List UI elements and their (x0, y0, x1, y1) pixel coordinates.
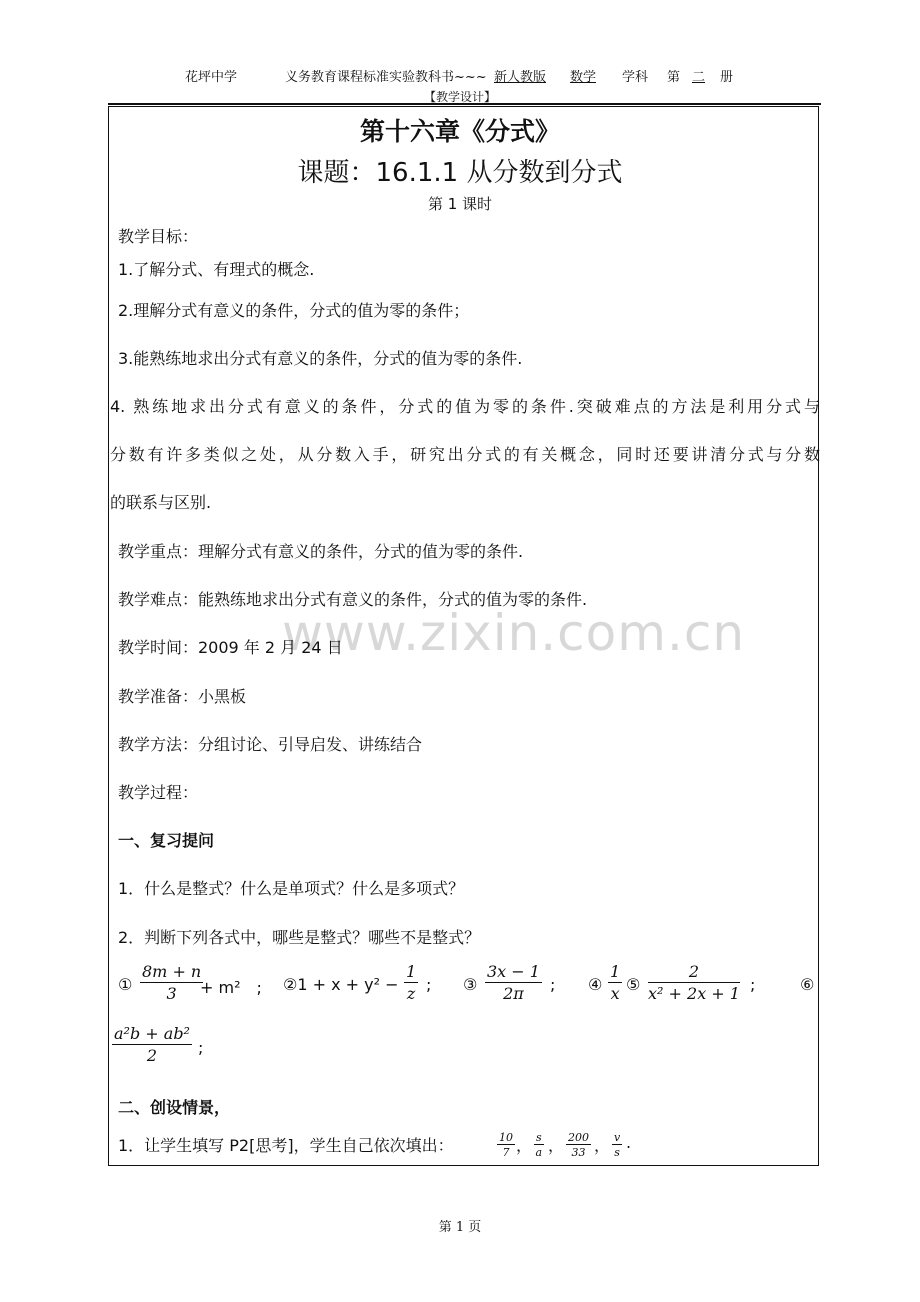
expr-5-denominator: x² + 2x + 1 (648, 984, 740, 1003)
section-heading-scenario: 二、创设情景， (118, 1098, 231, 1117)
volume-suffix: 册 (720, 70, 734, 85)
answer-fraction (497, 1131, 515, 1159)
expr-1-numerator: 8m + n (142, 962, 202, 981)
question-2: 2．判断下列各式中，哪些是整式？哪些不是整式？ (118, 928, 481, 947)
fraction-numerator: 200 (568, 1131, 589, 1144)
expr-6-tail: ; (198, 1038, 204, 1057)
expr-2-numerator: 1 (406, 962, 417, 981)
answer-fraction (534, 1131, 544, 1159)
expr-4-marker: ④ (588, 975, 603, 994)
question-1: 1．什么是整式？什么是单项式？什么是多项式？ (118, 879, 465, 898)
expr-6-marker: ⑥ (800, 975, 815, 994)
process-label: 教学过程： (118, 783, 199, 802)
goal-item: 的联系与区别. (110, 493, 212, 512)
expr-3-fraction (485, 962, 542, 1003)
fraction-numerator: s (536, 1131, 542, 1144)
expr-2-denominator: z (406, 984, 416, 1003)
expr-3-denominator: 2π (503, 984, 524, 1003)
goal-item: 1.了解分式、有理式的概念. (118, 260, 315, 279)
chapter-title: 第十六章《分式》 (359, 117, 560, 146)
header-rule (108, 103, 821, 105)
preparation: 教学准备：小黑板 (118, 687, 247, 706)
separator: ， (594, 1136, 611, 1155)
fraction-denominator: 7 (502, 1146, 510, 1159)
volume-prefix: 第 (667, 70, 681, 85)
expr-6-denominator: 2 (146, 1046, 158, 1065)
lesson-period: 第 1 课时 (427, 195, 493, 213)
expr-3-numerator: 3x − 1 (487, 962, 540, 981)
expr-4-numerator: 1 (610, 962, 621, 981)
separator: ， (548, 1136, 565, 1155)
expr-3-marker: ③ (463, 975, 478, 994)
expr-1-tail: + m² ; (200, 978, 262, 997)
scenario-line-1: 1．让学生填写 P2[思考]，学生自己依次填出： (118, 1136, 454, 1155)
fraction-denominator: 33 (571, 1146, 586, 1159)
expr-1-marker: ① (118, 975, 133, 994)
expr-4-denominator: x (610, 984, 620, 1003)
lesson-topic: 课题：16.1.1 从分数到分式 (297, 158, 623, 188)
expr-1-fraction (140, 962, 203, 1003)
page-header (0, 66, 920, 84)
subject: 数学 (570, 70, 597, 85)
fraction-denominator: a (535, 1146, 543, 1159)
goal-item: 2.理解分式有意义的条件，分式的值为零的条件； (118, 301, 470, 320)
expr-2-fraction (404, 962, 418, 1003)
goal-item: 4. 熟练地求出分式有意义的条件，分式的值为零的条件.突破难点的方法是利用分式与 (110, 397, 820, 416)
expr-2-tail: ; (426, 975, 432, 994)
key-point: 教学重点：理解分式有意义的条件，分式的值为零的条件. (118, 542, 524, 561)
expr-3-tail: ; (550, 975, 556, 994)
answer-fraction (566, 1131, 591, 1159)
expr-1-denominator: 3 (166, 984, 177, 1003)
school-name: 花坪中学 (185, 70, 238, 85)
fraction-denominator: s (614, 1146, 620, 1159)
goals-label: 教学目标： (118, 227, 199, 246)
teaching-method: 教学方法：分组讨论、引导启发、讲练结合 (118, 735, 423, 754)
expr-4-fraction (608, 962, 622, 1003)
page-footer: 第 1 页 (438, 1220, 482, 1235)
edition: 新人教版 (494, 70, 547, 85)
expr-6-fraction (112, 1024, 192, 1065)
section-heading-review: 一、复习提问 (118, 831, 215, 850)
expr-5-marker: ⑤ (626, 975, 641, 994)
expr-5-fraction (648, 962, 740, 1003)
subject-suffix: 学科 (622, 70, 649, 85)
fraction-numerator: v (614, 1131, 621, 1144)
expr-2-lead: ②1 + x + y² − (283, 975, 399, 994)
fraction-numerator: 10 (499, 1131, 513, 1144)
volume: 二 (692, 70, 706, 85)
header-subtitle: 【教学设计】 (423, 90, 496, 104)
difficulty: 教学难点：能熟练地求出分式有意义的条件，分式的值为零的条件. (118, 590, 588, 609)
expr-5-tail: ; (750, 975, 756, 994)
sentence-end: . (626, 1133, 632, 1152)
expr-6-numerator: a²b + ab² (114, 1024, 190, 1043)
separator: ， (516, 1136, 533, 1155)
answer-fraction (612, 1131, 622, 1159)
expr-5-numerator: 2 (648, 962, 740, 983)
goal-item: 3.能熟练地求出分式有意义的条件，分式的值为零的条件. (118, 349, 523, 368)
goal-item: 分数有许多类似之处，从分数入手，研究出分式的有关概念，同时还要讲清分式与分数 (110, 445, 820, 464)
watermark: www.zixin.com.cn (282, 604, 746, 662)
lesson-time: 教学时间：2009 年 2 月 24 日 (118, 638, 343, 657)
book-name: 义务教育课程标准实验教科书~~~ (285, 70, 487, 85)
